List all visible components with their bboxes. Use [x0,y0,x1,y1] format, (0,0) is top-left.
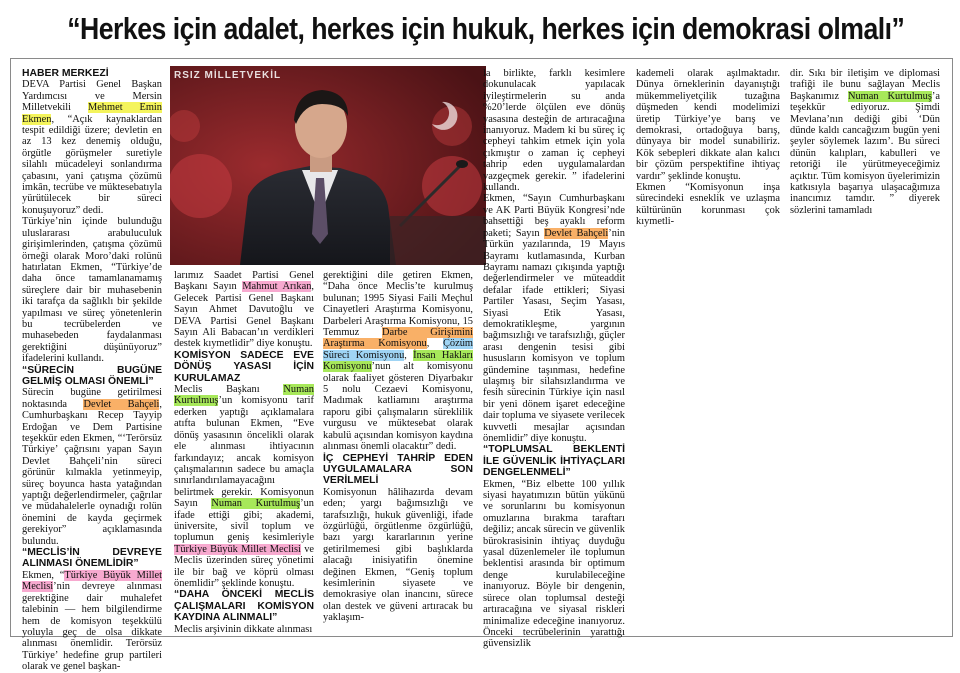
highlighted-name: Türkiye Büyük Millet Meclisi [22,569,162,593]
paragraph [483,193,625,444]
text-run: , “Açık kaynaklardan tespit edildiği üzere; devletin en az 13 kez denemiş olduğu, örgütle görüşmeler suretiyle silahlı mücadeleyi sonlandırma çabasını, yani çatışma çözümü imkân, tecrübe ve müktesebatıyla yürütülecek bir süreci konuşuyoruz” dedi. [22,113,162,216]
highlighted-name: Numan Kurtulmuş [211,498,301,510]
paragraph [636,68,780,182]
text-run: larımız Saadet Partisi Genel Başkanı Sayın [174,270,314,293]
headline: “Herkes için adalet, herkes için hukuk, herkes için demokrasi olmalı” [67,11,905,46]
subheading: “MECLİS’İN DEVREYE ALINMASI ÖNEMLİDİR” [22,547,162,570]
text-run: ve Meclis üzerinden süreç yönetimi ile bir bağ ve köprü olması önemlidir” şeklinde konuştu. [174,543,314,589]
paragraph [483,479,625,650]
highlighted-name: Mehmet Emin Ekmen [22,102,162,125]
highlighted-name: İnsan Hakları Komisyonu [323,349,474,373]
text-run: Türkiye’nin içinde bulunduğu uluslararası arabuluculuk girişimlerinden, çatışma çözümü örneği olarak Moro’daki rolünü hatırlatan Ekmen, “Türkiye’de daha önce tamamlanamamış süreçlere dair bir muhasebenin iki tarafça da sağlıklı bir şekilde yapılması ve süreç yönetenlerin bu tecrübelerden ve muhasebeden faydalanması gerektiğini düşünüyoruz” ifadelerini kullandı. [22,216,162,365]
paragraph [22,216,162,364]
text-run: ’a teşekkür ediyoruz. Şimdi Mevlana’nın dediği gibi ‘Dün dünde kaldı cancağızım bugün yeni şeyler söylemek lazım’. Bu süreci dünün kalıpları, kabulleri ve retoriği ile yürütmeyeceğimiz açıktır. Tüm komisyon üyelerimizin katkısıyla başarıya ulaşacağımıza inancımız tamdır. ” diyerek sözlerini tamamladı [790,90,940,216]
text-run: Ekmen, “Biz elbette 100 yıllık siyasi hayatımızın bütün yükünü ve sorunlarını bu komisyonun omuzlarına bırakma taraftarı değiliz; ancak sürecin ve güvenlik bürokrasisinin ihtiyaç duyduğu yasal düzenlemeler ile toplumun beklentisi arasında bir optimum denge kurulabileceğine inanıyoruz. Böyle bir dengenin, sürece olan toplumsal desteği artıracağına ve siyasal riskleri minimalize edeceğine inanıyoruz. Önceki tecrübelerinin yarattığı güvensizlik [483,478,625,650]
text-run: ’nun alt komisyonu olarak faaliyet gösteren Diyarbakır 5 nolu Cezaevi Komisyonu, Madımak katliamını araştırma raporu gibi çalışmaların süreklilik vurgusu ve müktesebat olarak kabulü açısından komisyon kaydına alınması önemli olacaktır” dedi. [323,361,473,453]
text-run: kademeli olarak aşılmaktadır. Dünya örneklerinin dayanıştığı mükemmeliyetçilik tuzağına düşmeden kendi modelimizi üretip Türkiye’ye barış ve demokrasi, ortadoğuya barış, dünyaya bir model sunabiliriz. Kök sebepleri dikkate alan kalıcı bir çözüm perspektifine ihtiyaç vardır” şeklinde konuştu. [636,68,780,182]
column-4 [483,68,625,650]
text-run: , Cumhurbaşkanı Recep Tayyip Erdoğan ve Dem Partisine teşekkür eden Ekmen, “‘Terörsüz Türkiye’ çağrısını yapan Sayın Devlet Bahçeli’nin süreci görünür kılmakla yetinmeyip, süreç boyunca hasta yatağından yaptığı değerlendirmeler, çağrılar ve müdahalelerle oynadığı rolün önemini de kayda geçirmek gerekiyor” açıklamasında bulundu. [22,398,162,547]
backdrop-text: RSIZ MİLLETVEKİL [174,70,282,81]
column-1 [22,68,162,673]
text-run: ’nin Türkün yazılarında, 19 Mayıs Bayramı kutlamasında, Kurban Bayramı namazı çıkışında yaptığı değerlendirmeler ve müteaddit defalar ifade ettikleri; Siyasi Partiler Yasası, Seçim Yasası, Siyasi Etik Yasası, demokratikleşme, yargının bağımsızlığı ve tarafsızlığı, güçler arası dengenin tesisi gibi hususların komisyon ve toplum gündemine taşınması, hedefine ulaşmış bir silahsızlandırma ve fesih sürecinin Türkiye için nasıl bir yeni dönem işaret edeceğine dair topluma ve siyasete verilecek kuvvetli mesajlar açısından önemlidir” diye konuştu. [483,227,626,444]
text-run: Ekmen, “ [22,569,65,581]
text-run: Komisyonun hâlihazırda devam eden; yargı bağımsızlığı ve tarafsızlığı, hukuk güvenliği, ifade özgürlüğü, örgütlenme özgürlüğü, bazı yargı kararlarının yerine getirilmemesi gibi başlıklarda alacağı inisiyatifin önemine değinen Ekmen, “Geniş toplum kesimlerinin siyasete ve demokrasiye olan inancını, sürece olan destek ve güveni artıracak bu yaklaşım- [323,486,473,624]
highlighted-name: Darbe Girişimini Araştırma Komisyonu [323,327,473,350]
text-run: dir. Sıkı bir iletişim ve diplomasi trafiği ile bunu sağlayan Meclis Başkanımız [790,68,940,102]
highlighted-name: Numan Kurtulmuş [847,90,932,102]
paragraph [174,384,314,589]
highlighted-name: Çözüm Süreci Komisyonu [323,338,473,361]
highlighted-name: Numan Kurtulmuş [174,384,314,407]
text-run: Ekmen “Komisyonun inşa sürecindeki esneklik ve uzlaşma kültürünün korunması çok kıymetli- [636,182,780,228]
highlighted-name: Devlet Bahçeli [544,227,609,239]
column-5 [636,68,780,228]
paragraph [483,68,625,193]
text-run: , Gelecek Partisi Genel Başkanı Sayın Ahmet Davutoğlu ve DEVA Partisi Genel Başkanı Sayın Ali Babacan’ın verdikleri destek kıymetlidir” diye konuştu. [174,281,314,350]
paragraph [790,68,940,216]
text-run: la birlikte, farklı kesimlere dokunulacak yapılacak iyileştirmelerin su anda %20’lerde ölçülen eve dönüş yasasına desteğin de artıracağına inanıyoruz. Madem ki bu süreç iç cepheyi tahkim etmek için yola çıkmıştır o zaman iç cepheyi tahrip eden uygulamalardan vazgeçmek gerekir. ” ifadelerini kullandı. [483,68,625,194]
text-run: gerektiğini dile getiren Ekmen, “Daha önce Meclis’te kurulmuş bulunan; 1995 Siyasi Faili Meçhul Cinayetleri Araştırma Komisyonu, Darbeleri Araştırma Komisyonu, 15 Temmuz [323,270,473,339]
subheading: “TOPLUMSAL BEKLENTİ İLE GÜVENLİK İHTİYAÇLARI DENGELENMELİ” [483,444,625,479]
paragraph [22,387,162,547]
paragraph [323,487,473,624]
subheading: KOMİSYON SADECE EVE DÖNÜŞ YASASI İÇİN KURULAMAZ [174,349,314,384]
speaker-photo [170,66,486,265]
byline: HABER MERKEZİ [22,68,109,79]
text-run: ’un komisyonu tarif ederken yaptığı açıklamalara atıfta bulunan Ekmen, “Eve dönüş yasasının öncelikli olarak ele alınması ihtiyacının farkındayız; ancak komisyon çalışmalarının sadece bu amaçla sınırlandırılamayacağını belirtmek gerekir. Komisyonun Sayın [174,395,314,510]
text-run: ’nin devreye alınması gerektiğine dair muhalefet talebinin — hem bilgilendirme hem de komisyon teşekkülü yoluyla geç de olsa dikkate alınması önemlidir. Terörsüz Türkiye’ hedefine grup partileri olarak ve genel başkan- [22,581,162,673]
subheading: “SÜRECİN BUGÜNE GELMİŞ OLMASI ÖNEMLİ” [22,364,162,387]
paragraph [174,624,314,635]
text-run: Meclis Başkanı [174,384,284,396]
text-run: , [426,338,443,350]
subheading: İÇ CEPHEYİ TAHRİP EDEN UYGULAMALARA SON VERİLMELİ [323,452,473,487]
text-run: DEVA Partisi Genel Başkan Yardımcısı ve Mersin Milletvekili [22,79,162,114]
subheading: “DAHA ÖNCEKİ MECLİS ÇALIŞMALARI KOMİSYON KAYDINA ALINMALI” [174,589,314,624]
text-run: ’un ifade ettiği gibi; akademi, üniversite, sivil toplum ve toplumun geniş kesimleriyle [174,498,314,544]
paragraph [22,570,162,673]
paragraph [22,79,162,216]
highlighted-name: Türkiye Büyük Millet Meclisi [174,543,301,555]
highlighted-name: Devlet Bahçeli [83,398,160,410]
paragraph [323,270,473,453]
text-run: , [404,349,414,361]
highlighted-name: Mahmut Arıkan [242,281,312,293]
column-3 [323,270,473,624]
text-run: Sürecin bugüne getirilmesi noktasında [22,387,162,410]
paragraph [174,270,314,350]
text-run: Meclis arşivinin dikkate alınması [174,623,313,635]
paragraph [636,182,780,228]
column-6 [790,68,940,216]
column-2 [174,270,314,635]
text-run: Ekmen, “Sayın Cumhurbaşkanı ve AK Parti Büyük Kongresi’nde bahsettiği beş ayaklı reform paketi; Sayın [483,193,625,239]
